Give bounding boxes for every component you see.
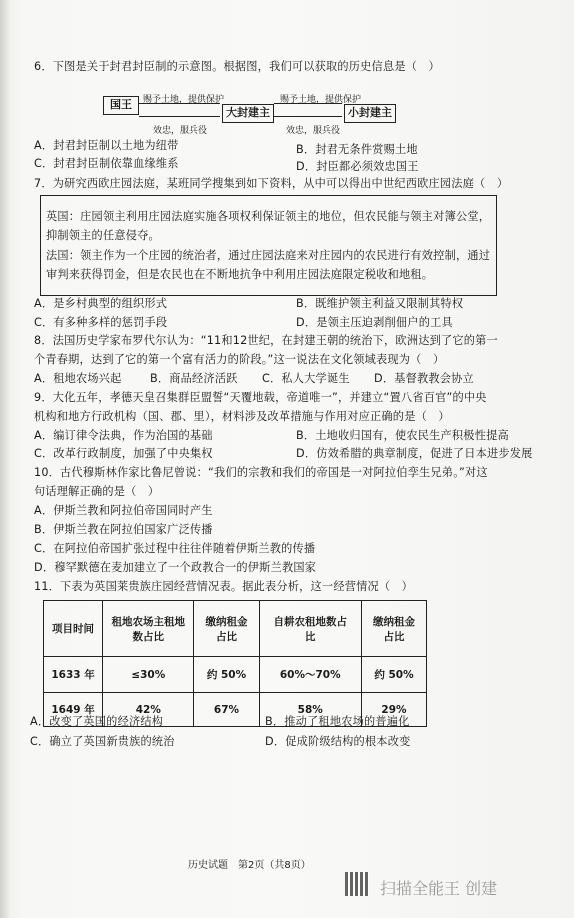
diagram-arrow-left-2 xyxy=(274,116,342,117)
q10-stem-line-1: 10．古代穆斯林作家比鲁尼曾说：“我们的宗教和我们的帝国是一对阿拉伯孪生兄弟。”对这 xyxy=(34,466,488,479)
table-cell: 58% xyxy=(259,693,361,727)
q9-option-c: C．改革行政制度，加强了中央集权 xyxy=(34,447,213,460)
q6-option-d: D．封臣都必须效忠国王 xyxy=(296,160,419,173)
q6-stem: 6．下图是关于封君封臣制的示意图。根据图，我们可以获取的历史信息是（ ） xyxy=(34,60,440,73)
q7-stem: 7．为研究西欧庄园法庭，某班同学搜集到如下资料，从中可以得出中世纪西欧庄园法庭（ ） xyxy=(34,177,509,190)
table-row xyxy=(44,657,427,693)
q8-option-d: D．基督教教会协立 xyxy=(374,372,474,385)
diagram-bottom-label-2: 效忠，服兵役 xyxy=(286,126,341,136)
q8-stem-line-1: 8．法国历史学家布罗代尔认为：“11和12世纪，在封建王朝的统治下，欧洲达到了它的第一 xyxy=(34,334,498,347)
q7-quote-line-2: 抑制领主的任意侵夺。 xyxy=(46,229,160,242)
q9-stem-line-1: 9．大化五年，孝德天皇召集群臣盟誓“天覆地载，帝道唯一”，并建立“置八省百官”的中央 xyxy=(34,391,487,404)
table-cell: 1633 年 xyxy=(44,657,103,693)
q11-table xyxy=(43,600,427,727)
q9-option-a: A．编订律令法典，作为治国的基础 xyxy=(34,429,213,442)
q7-quote-line-4: 审判来获得罚金，但是农民也在不断地抗争中利用庄园法庭限定税收和地租。 xyxy=(46,268,434,281)
diagram-box-small-lord: 小封建主 xyxy=(344,104,396,123)
table-cell: 1649 年 xyxy=(44,693,103,727)
table-cell: 60%～70% xyxy=(259,657,361,693)
qr-code-icon xyxy=(345,872,369,896)
diagram-arrow-right-1 xyxy=(139,103,220,104)
q11-option-a: A．改变了英国的经济结构 xyxy=(30,715,164,728)
q7-quote-line-1: 英国：庄园领主利用庄园法庭实施各项权利保证领主的地位，但农民能与领主对簿公堂， xyxy=(46,210,491,223)
table-cell: 约 50% xyxy=(361,657,426,693)
scan-edge-shadow xyxy=(0,0,10,918)
table-header-cell: 项目时间 xyxy=(44,601,103,657)
q7-option-b: B．既维护领主利益又限制其特权 xyxy=(296,297,464,310)
q10-option-d: D．穆罕默德在麦加建立了一个政教合一的伊斯兰教国家 xyxy=(34,561,317,574)
q6-option-c: C．封君封臣制依靠血缘维系 xyxy=(34,157,179,170)
q11-option-c: C．确立了英国新贵族的统治 xyxy=(30,735,175,748)
q11-stem: 11．下表为英国莱贵族庄园经营情况表。据此表分析，这一经营情况（ ） xyxy=(34,580,414,593)
q9-option-d: D．仿效希腊的典章制度，促进了日本进步发展 xyxy=(296,447,533,460)
table-cell: 29% xyxy=(361,693,426,727)
q8-option-c: C．私人大学诞生 xyxy=(262,372,350,385)
table-cell: 67% xyxy=(194,693,259,727)
page-footer: 历史试题 第2页（共8页） xyxy=(188,860,311,871)
table-header-row xyxy=(44,601,427,657)
q10-stem-line-2: 句话理解正确的是（ ） xyxy=(34,485,160,498)
table-header-cell: 租地农场主租地数占比 xyxy=(103,601,194,657)
q6-option-b: B．封君无条件赏赐土地 xyxy=(296,143,418,156)
q7-option-a: A．是乡村典型的组织形式 xyxy=(34,297,168,310)
diagram-top-label-2: 赐予土地，提供保护 xyxy=(280,95,362,105)
q7-option-c: C．有多种多样的惩罚手段 xyxy=(34,316,168,329)
q6-option-a: A．封君封臣制以土地为纽带 xyxy=(34,139,179,152)
scanner-watermark: 扫描全能王 创建 xyxy=(380,879,498,898)
q9-stem-line-2: 机构和地方行政机构（国、郡、里），材料涉及改革措施与作用对应正确的是（ ） xyxy=(34,410,450,423)
q10-option-b: B．伊斯兰教在阿拉伯国家广泛传播 xyxy=(34,523,213,536)
q7-quote-line-3: 法国：领主作为一个庄园的统治者，通过庄园法庭来对庄园内的农民进行有效控制，通过 xyxy=(46,249,491,262)
q10-option-a: A．伊斯兰教和阿拉伯帝国同时产生 xyxy=(34,504,213,517)
table-header-cell: 缴纳租金占比 xyxy=(194,601,259,657)
q7-option-d: D．是领主压迫剥削佃户的工具 xyxy=(296,316,453,329)
table-cell: ≤30% xyxy=(103,657,194,693)
q9-option-b: B．土地收归国有，使农民生产积极性提高 xyxy=(296,429,509,442)
q8-option-a: A．租地农场兴起 xyxy=(34,372,122,385)
q8-option-b: B．商品经济活跃 xyxy=(150,372,238,385)
diagram-box-king: 国王 xyxy=(103,96,139,115)
diagram-arrow-left-1 xyxy=(139,116,220,117)
q8-stem-line-2: 个青春期，达到了它的第一个富有活力的阶段。”这一说法在文化领域表现为（ ） xyxy=(34,353,445,366)
diagram-bottom-label-1: 效忠，服兵役 xyxy=(153,126,208,136)
diagram-box-big-lord: 大封建主 xyxy=(222,104,274,123)
diagram-arrow-right-2 xyxy=(274,103,342,104)
table-header-cell: 缴纳租金占比 xyxy=(361,601,426,657)
diagram-top-label-1: 赐予土地，提供保护 xyxy=(143,95,225,105)
table-cell: 约 50% xyxy=(194,657,259,693)
q11-option-b: B．推动了租地农场的普遍化 xyxy=(265,715,410,728)
table-cell: 42% xyxy=(103,693,194,727)
q11-option-d: D．促成阶级结构的根本改变 xyxy=(265,735,411,748)
q10-option-c: C．在阿拉伯帝国扩张过程中往往伴随着伊斯兰教的传播 xyxy=(34,542,316,555)
table-header-cell: 自耕农租地数占比 xyxy=(259,601,361,657)
